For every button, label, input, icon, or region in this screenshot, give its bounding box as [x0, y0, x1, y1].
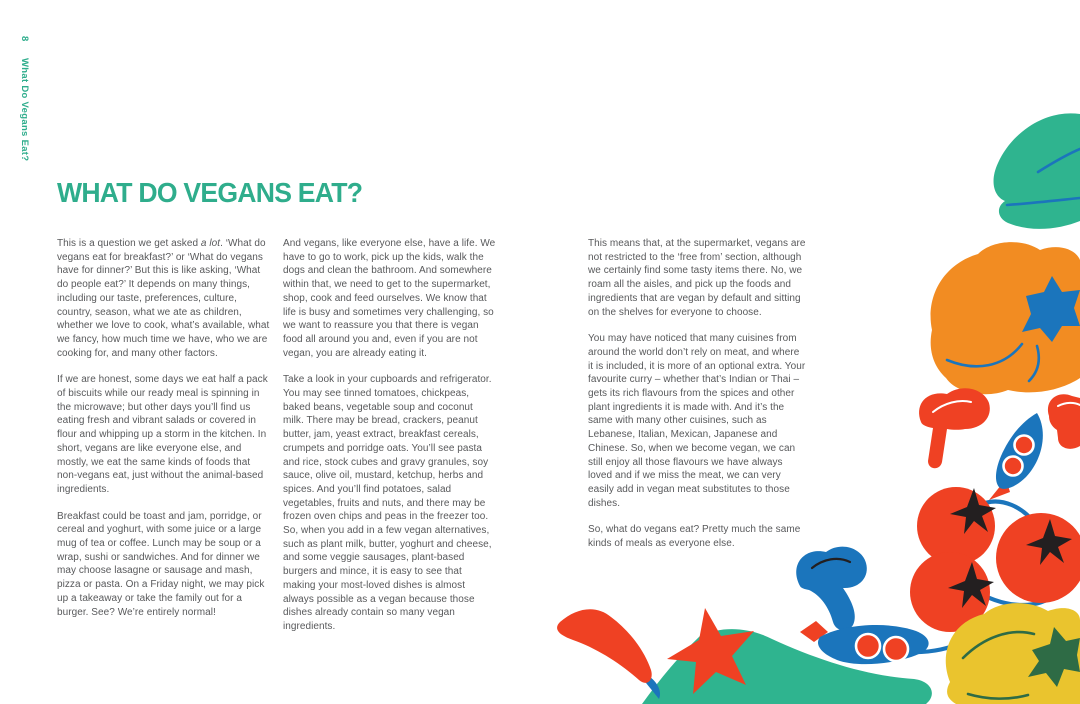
tomato-stem [1026, 519, 1072, 565]
edge-running-title: What Do Vegans Eat? [19, 58, 30, 162]
text-column-1 [57, 237, 270, 632]
aubergine-calyx [667, 608, 754, 694]
pea-pod-vertical [989, 413, 1043, 500]
page-number: 8 [19, 36, 30, 42]
page-title: WHAT DO VEGANS EAT? [57, 177, 363, 208]
red-mushroom-right [1048, 394, 1080, 449]
text-column-3 [588, 237, 807, 564]
tomato-stem [950, 488, 996, 534]
paragraph: And vegans, like everyone else, have a life. We have to go to work, pick up the kids, walk the dogs and clean the bathroom. And somewhere within that, we need to get to the supermarket, shop, cook and feed ourselves. We know that life is busy and sometimes very challenging, so we want to reassure you that there is vegan food all around you and, even if you are not vegan, you are already eating it. [283, 238, 496, 359]
paragraph: So, what do vegans eat? Pretty much the same kinds of meals as everyone else. [588, 524, 801, 550]
paragraph: If we are honest, some days we eat half a pack of biscuits while our ready meal is spinning in the microwave; but other days you’ll find us eating fresh and vibrant salads or covered in flour and whipping up a storm in the kitchen. In short, vegans are like everyone else, and mostly, we eat the same kinds of foods that non-vegans eat, just without the animal-based ingredients. [57, 374, 268, 495]
red-chilli [557, 609, 660, 699]
paragraph: Take a look in your cupboards and refrigerator. You may see tinned tomatoes, chickpeas, baked beans, vegetable soup and coconut milk. There may be bread, crackers, peanut butter, jam, yeast extract, breakfast cereals, crumpets and porridge oats. You’ll see pasta and rice, stock cubes and gravy granules, soy sauce, olive oil, mustard, ketchup, herbs and spices. And you’ll find potatoes, salad vegetables, fruits and nuts, and there may be frozen oven chips and peas in the freezer too. So, when you add in a few vegan alternatives, such as plant milk, butter, yoghurt and cheese, and some veggie sausages, plant-based burgers and mince, it is easy to see that making your most-loved dishes is almost always possible as a vegan because those dishes already contain so many vegan ingredients. [283, 374, 492, 632]
pea-pod-horizontal [800, 621, 929, 664]
green-pepper [994, 113, 1080, 229]
cherry-tomatoes [908, 487, 1080, 652]
aubergine [642, 608, 932, 704]
paragraph: Breakfast could be toast and jam, porridge, or cereal and yoghurt, with some juice or a large mug of tea or coffee. Lunch may be soup or a wrap, sushi or sandwiches. And for dinner we may choose lasagne or sausage and mash, pizza or pasta. On a Friday night, we may pick up a takeaway or take the family out for a burger. See? We’re entirely normal! [57, 510, 265, 618]
paragraph: This is a question we get asked a lot. ‘What do vegans eat for breakfast?’ or ‘What do vegans have for dinner?’ But this is like asking, ‘What do people eat?’ It depends on many things, including our taste, preferences, culture, country, season, what we ate as children, whether we love to cook, what’s available, what we fancy, how much time we have, who we are cooking for, and many other factors. [57, 238, 270, 359]
pepper-stem [1028, 627, 1080, 687]
paragraph: You may have noticed that many cuisines from around the world don’t rely on meat, and where it is included, it is more of an optional extra. Your favourite curry – whether that’s Indian or Thai – gets its rich flavours from the spices and other plant ingredients it is made with. And it’s the same with many other cuisines, such as Lebanese, Italian, Mexican, Japanese and Chinese. So, when we become vegan, we can still enjoy all those flavours we have always loved and if we miss the meat, we can very easily add in vegan meat substitutes to those dishes. [588, 333, 806, 509]
paragraph: This means that, at the supermarket, vegans are not restricted to the ‘free from’ section, although we certainly find some tasty items there. No, we roam all the aisles, and pick up the foods and ingredients that are vegan by default and sitting on the shelves for everyone to choose. [588, 238, 806, 318]
yellow-pepper [946, 603, 1080, 704]
pumpkin-stem-scar [1022, 276, 1080, 342]
chilli-stem [642, 677, 660, 699]
text-column-2 [283, 237, 496, 647]
red-mushroom-left [919, 388, 990, 468]
tomato-stem [948, 562, 994, 608]
pumpkin [931, 242, 1080, 394]
